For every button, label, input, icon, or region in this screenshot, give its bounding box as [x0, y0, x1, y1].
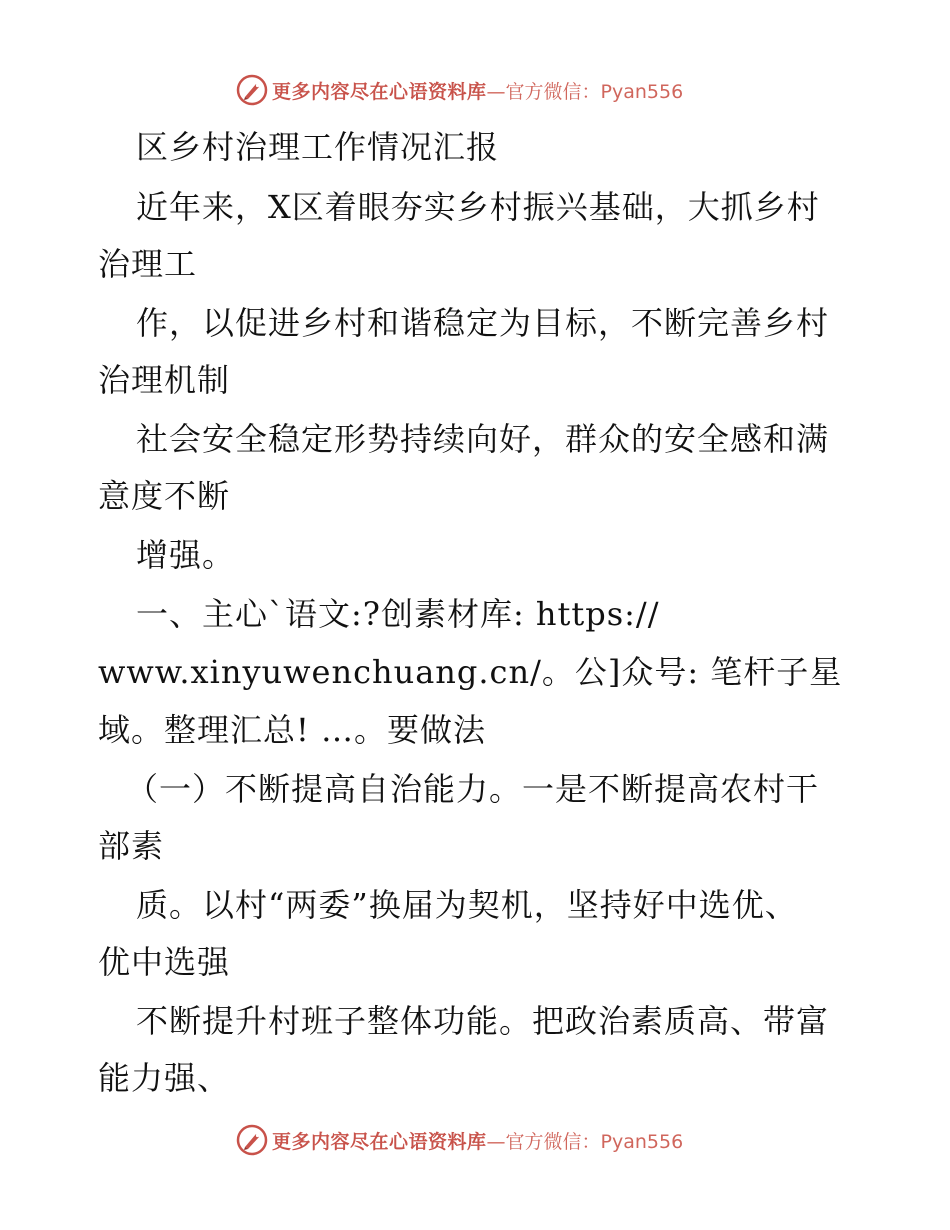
doc-line: 近年来，X区着眼夯实乡村振兴基础，大抓乡村 — [136, 188, 820, 226]
doc-line: 治理机制 — [98, 361, 231, 399]
doc-line: （一）不断提高自治能力。一是不断提高农村干 — [126, 770, 820, 808]
watermark-main-text: 更多内容尽在心语资料库 — [272, 80, 487, 103]
doc-line: 优中选强 — [98, 943, 231, 981]
doc-line: 一、主心`语文:?创素材库: https:// — [136, 595, 660, 633]
doc-line: 增强。 — [136, 536, 236, 574]
pen-logo-icon — [236, 1124, 268, 1156]
doc-line: 质。以村“两委”换届为契机，坚持好中选优、 — [136, 886, 798, 924]
doc-line: 社会安全稳定形势持续向好，群众的安全感和满 — [136, 420, 830, 458]
doc-line: 部素 — [98, 827, 165, 865]
watermark-sub-text: —官方微信：Pyan556 — [486, 1130, 684, 1153]
doc-line: 治理工 — [98, 245, 198, 283]
footer-watermark — [236, 1122, 683, 1158]
doc-line: www.xinyuwenchuang.cn/。公]众号: 笔杆子星 — [98, 653, 843, 691]
watermark-sub-text: —官方微信：Pyan556 — [486, 80, 684, 103]
doc-line: 域。整理汇总! …。要做法 — [98, 711, 487, 749]
doc-line: 作，以促进乡村和谐稳定为目标，不断完善乡村 — [136, 304, 830, 342]
watermark-main-text: 更多内容尽在心语资料库 — [272, 1130, 487, 1153]
doc-line: 能力强、 — [98, 1059, 231, 1097]
pen-logo-icon — [236, 74, 268, 106]
doc-line: 不断提升村班子整体功能。把政治素质高、带富 — [136, 1002, 830, 1040]
doc-line: 意度不断 — [98, 477, 231, 515]
doc-title: 区乡村治理工作情况汇报 — [136, 128, 500, 166]
header-watermark — [236, 72, 683, 108]
